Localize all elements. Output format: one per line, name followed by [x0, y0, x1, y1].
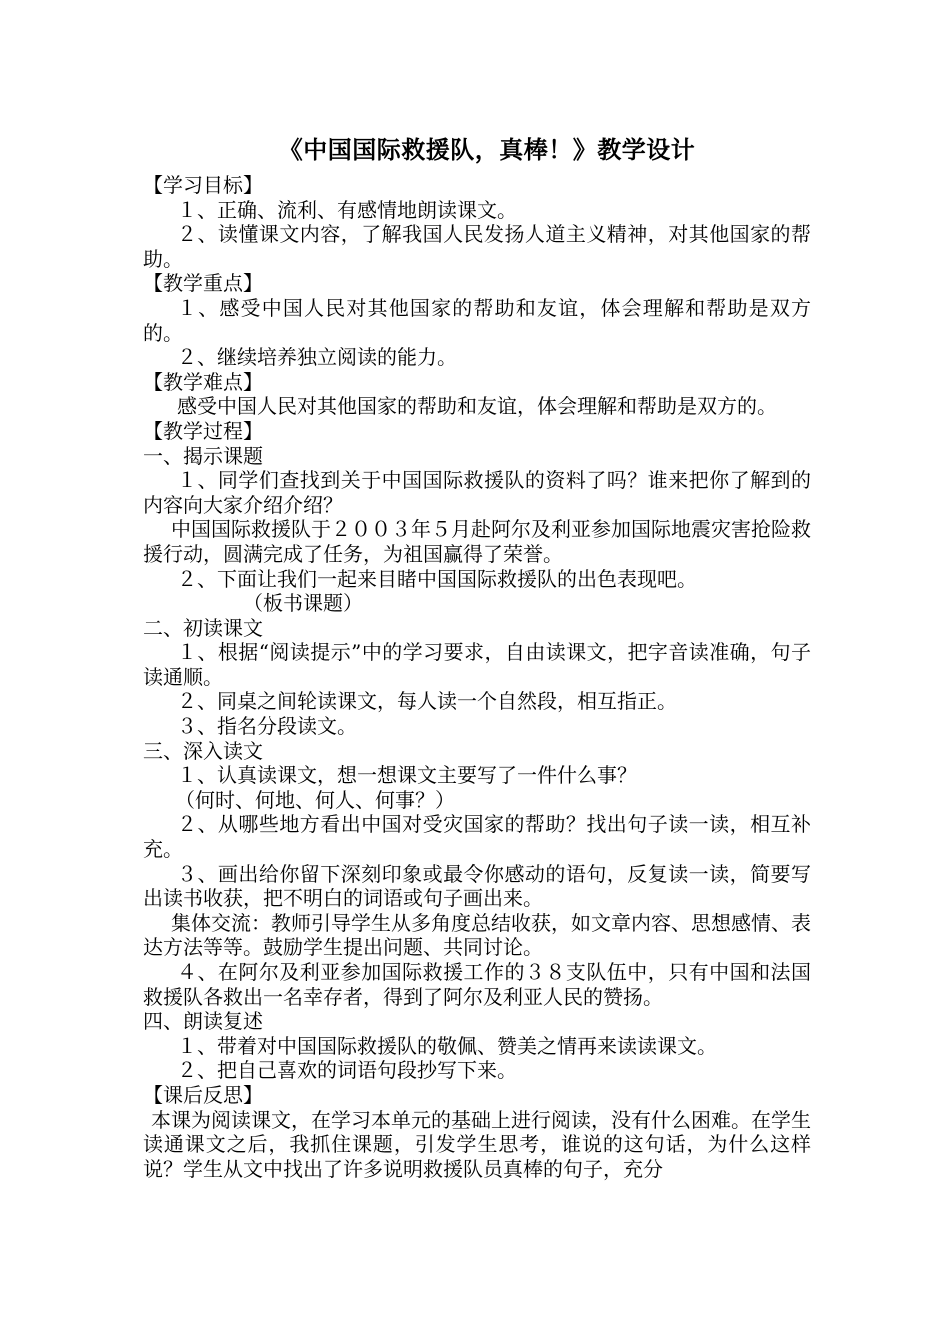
section-2-heading: 二、初读课文 [143, 615, 263, 640]
section-3-heading: 三、深入读文 [143, 738, 263, 763]
section-3-para-3: ３、画出给你留下深刻印象或最令你感动的语句，反复读一读，简要写出读书收获，把不明白的词语或句子画出来。 [143, 861, 811, 911]
section-3-para-5: ４、在阿尔及利亚参加国际救援工作的３８支队伍中，只有中国和法国救援队各救出一名幸存者，得到了阿尔及利亚人民的赞扬。 [143, 960, 811, 1009]
section-1-para-1: １、同学们查找到关于中国国际救援队的资料了吗？谁来把你了解到的内容向大家介绍介绍？ [143, 468, 811, 517]
section-3-para-4: 集体交流：教师引导学生从多角度总结收获，如文章内容、思想感情、表达方法等等。鼓励学生提出问题、共同讨论。 [143, 910, 811, 960]
section-2-para-3: ３、指名分段读文。 [177, 714, 357, 739]
section-1-para-3: ２、下面让我们一起来目睹中国国际救援队的出色表现吧。 [177, 566, 697, 591]
process-heading: 【教学过程】 [143, 418, 263, 443]
reflection-heading: 【课后反思】 [143, 1082, 263, 1107]
goal-item-2: ２、读懂课文内容，了解我国人民发扬人道主义精神，对其他国家的帮助。 [143, 222, 811, 271]
keypoint-item-2: ２、继续培养独立阅读的能力。 [177, 345, 457, 370]
reflection-text: 本课为阅读课文，在学习本单元的基础上进行阅读，没有什么困难。在学生读通课文之后，我抓住课题，引发学生思考，谁说的这句话，为什么这样说？学生从文中找出了许多说明救援队员真棒的句子，充分 [143, 1107, 811, 1181]
goals-heading: 【学习目标】 [143, 173, 263, 197]
section-3-para-1: １、认真读课文，想一想课文主要写了一件什么事？ [177, 763, 637, 788]
board-note: （板书课题） [243, 591, 363, 616]
keypoint-item-1: １、感受中国人民对其他国家的帮助和友谊，体会理解和帮助是双方的。 [143, 295, 811, 345]
section-2-para-2: ２、同桌之间轮读课文，每人读一个自然段，相互指正。 [177, 689, 677, 714]
section-4-heading: 四、朗读复述 [143, 1009, 263, 1034]
document-page [143, 135, 811, 1181]
section-1-para-2: 中国国际救援队于２００３年５月赴阿尔及利亚参加国际地震灾害抢险救援行动，圆满完成了任务，为祖国赢得了荣誉。 [143, 517, 811, 566]
section-4-para-2: ２、把自己喜欢的词语句段抄写下来。 [177, 1058, 517, 1083]
goal-item-1: １、正确、流利、有感情地朗读课文。 [177, 197, 517, 222]
difficulty-text: 感受中国人民对其他国家的帮助和友谊，体会理解和帮助是双方的。 [177, 394, 777, 419]
question-note: （何时、何地、何人、何事？） [175, 787, 455, 812]
document-title: 《中国国际救援队，真棒！》教学设计 [278, 135, 696, 164]
keypoints-heading: 【教学重点】 [143, 271, 263, 296]
difficulty-heading: 【教学难点】 [143, 369, 263, 394]
section-2-para-1: １、根据“阅读提示”中的学习要求，自由读课文，把字音读准确，句子读通顺。 [143, 640, 811, 689]
section-3-para-2: ２、从哪些地方看出中国对受灾国家的帮助？找出句子读一读，相互补充。 [143, 812, 811, 862]
section-4-para-1: １、带着对中国国际救援队的敬佩、赞美之情再来读读课文。 [177, 1033, 717, 1058]
section-1-heading: 一、揭示课题 [143, 443, 263, 468]
